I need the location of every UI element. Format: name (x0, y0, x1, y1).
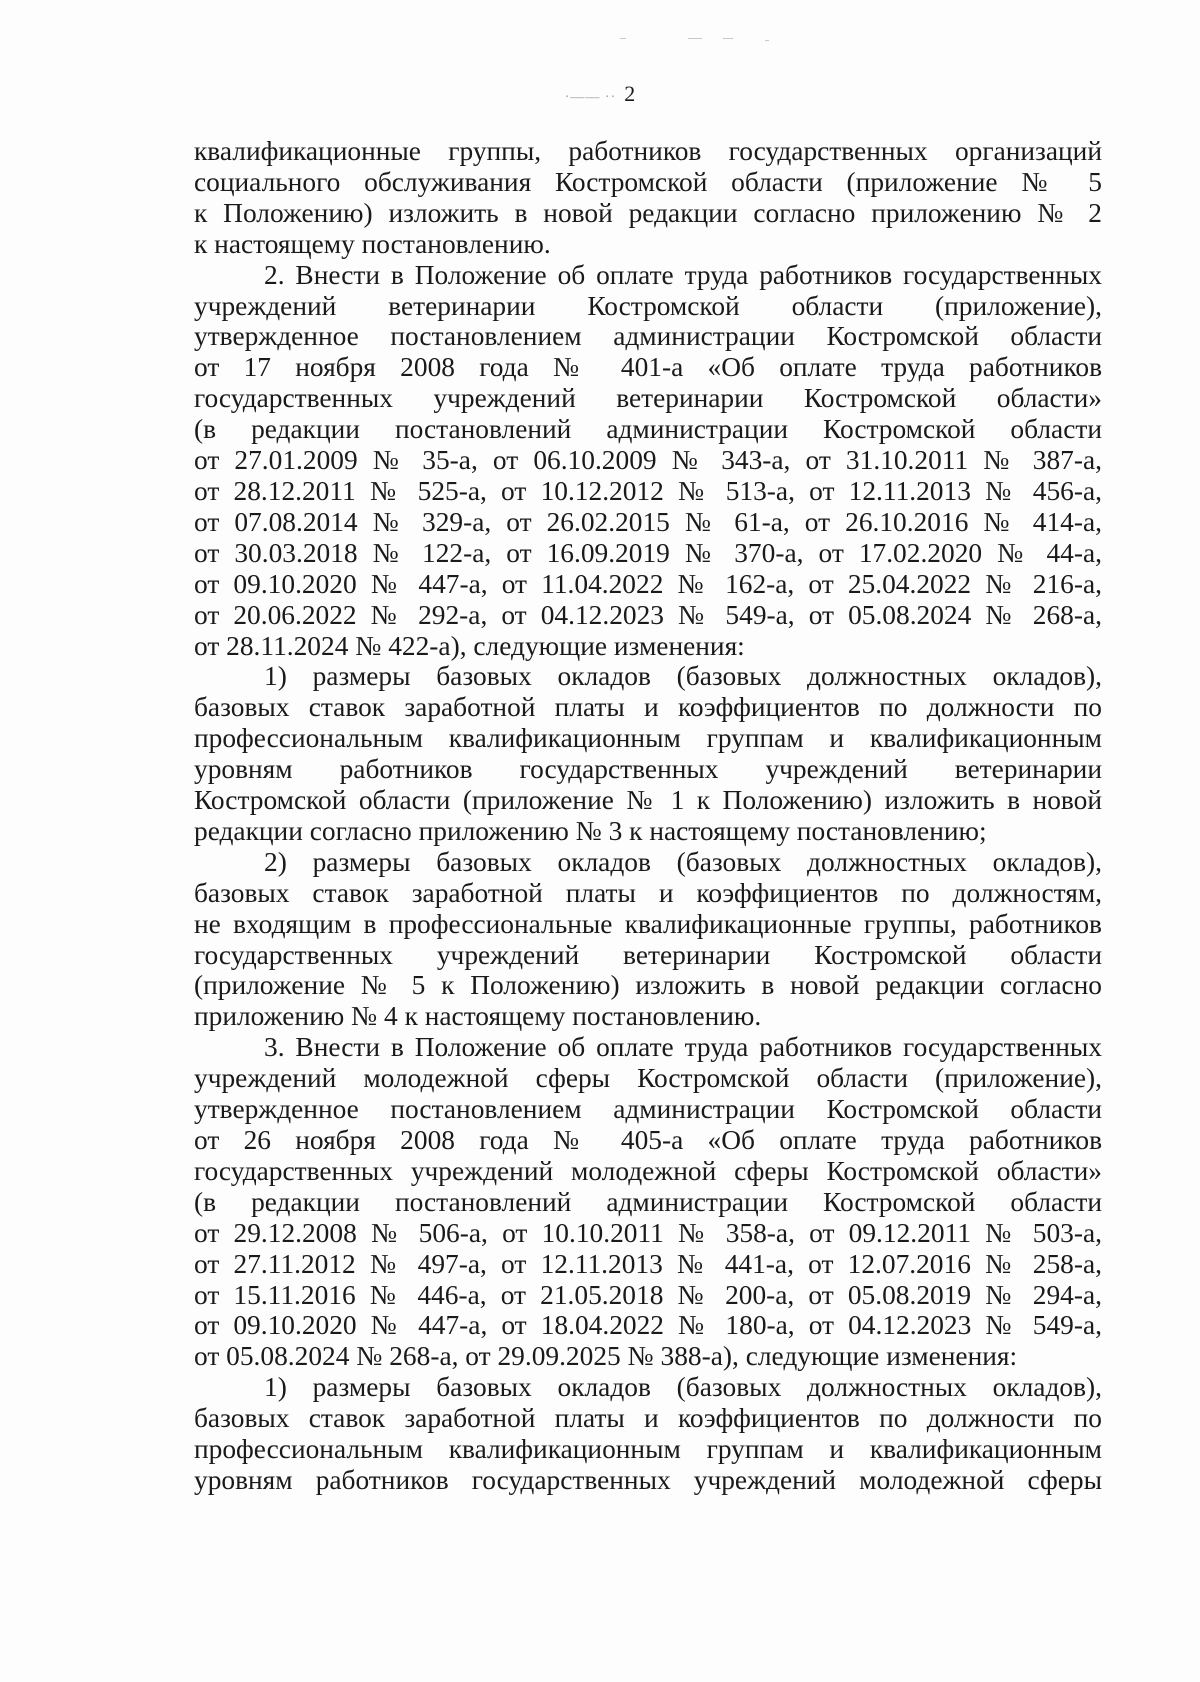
page-number-value: 2 (624, 81, 636, 106)
text-line: 3. Внести в Положение об оплате труда работников государственных (264, 1032, 1102, 1063)
paragraph-subitem-1 (194, 1372, 1102, 1403)
text-line: уровням работников государственных учреждений ветеринарии (194, 754, 1102, 785)
text-line: (в редакции постановлений администрации Костромской области (194, 1186, 1102, 1217)
scan-speck (620, 38, 626, 39)
text-line-row (194, 1218, 1102, 1249)
page-number-prefix: ·—— ·· (564, 90, 617, 105)
text-line: от 09.10.2020 № 447-а, от 11.04.2022 № 162-а, от 25.04.2022 № 216-а, (194, 568, 1102, 599)
text-line-row (194, 1125, 1102, 1156)
text-line-row (194, 1403, 1102, 1434)
text-line-row (194, 692, 1102, 723)
text-line: государственных учреждений ветеринарии Костромской области (194, 939, 1102, 970)
text-line-row (194, 321, 1102, 352)
text-line: от 29.12.2008 № 506-а, от 10.10.2011 № 358-а, от 09.12.2011 № 503-а, (194, 1217, 1102, 1248)
text-line: от 17 ноября 2008 года № 401-а «Об оплате труда работников (194, 352, 1102, 383)
text-line: (приложение № 5 к Положению) изложить в новой редакции согласно (194, 970, 1102, 1001)
text-line-row (194, 167, 1102, 198)
text-line-row (194, 383, 1102, 414)
text-line-row (194, 414, 1102, 445)
text-line: государственных учреждений ветеринарии Костромской области» (194, 383, 1102, 414)
scan-speck (765, 40, 769, 41)
text-line-row (194, 291, 1102, 322)
text-line-row (194, 816, 1102, 847)
text-line: профессиональным квалификационным группам и квалификационным (194, 723, 1102, 754)
text-line-row (194, 1280, 1102, 1311)
text-line: утвержденное постановлением администрации Костромской области (194, 1094, 1102, 1125)
paragraph-item-3 (194, 1032, 1102, 1063)
text-line: от 27.01.2009 № 35-а, от 06.10.2009 № 343-а, от 31.10.2011 № 387-а, (194, 445, 1102, 476)
page-number (0, 81, 1200, 107)
text-line: профессиональным квалификационным группам и квалификационным (194, 1434, 1102, 1465)
text-line: утвержденное постановлением администрации Костромской области (194, 321, 1102, 352)
text-line: не входящим в профессиональные квалификационные группы, работников (194, 908, 1102, 939)
text-line: от 26 ноября 2008 года № 405-а «Об оплате труда работников (194, 1125, 1102, 1155)
text-line: 1) размеры базовых окладов (базовых должностных окладов), (264, 1372, 1102, 1403)
text-line-row (194, 1187, 1102, 1218)
text-line-row (194, 754, 1102, 785)
text-line: от 20.06.2022 № 292-а, от 04.12.2023 № 549-а, от 05.08.2024 № 268-а, (194, 599, 1102, 630)
text-line-row (194, 970, 1102, 1001)
text-line-row (194, 878, 1102, 909)
text-line: приложению № 4 к настоящему постановлению. (194, 1001, 762, 1032)
paragraph-subitem-2 (194, 847, 1102, 878)
text-line: уровням работников государственных учреждений молодежной сферы (194, 1464, 1102, 1495)
text-line: от 27.11.2012 № 497-а, от 12.11.2013 № 441-а, от 12.07.2016 № 258-а, (194, 1248, 1102, 1279)
text-line-row (194, 723, 1102, 754)
text-line: учреждений ветеринарии Костромской области (приложение), (194, 290, 1102, 321)
text-line-row (194, 229, 1102, 260)
text-line: 2) размеры базовых окладов (базовых должностных окладов), (264, 846, 1102, 877)
text-line-row (194, 198, 1102, 229)
text-line-row (194, 1465, 1102, 1496)
text-line: государственных учреждений молодежной сферы Костромской области» (194, 1155, 1102, 1186)
scan-speck (688, 38, 702, 39)
text-line: (в редакции постановлений администрации Костромской области (194, 414, 1102, 445)
paragraph-continuation (194, 136, 1102, 167)
text-line: от 30.03.2018 № 122-а, от 16.09.2019 № 370-а, от 17.02.2020 № 44-а, (194, 537, 1102, 568)
paragraph-item-2 (194, 260, 1102, 291)
paragraph-subitem-1 (194, 661, 1102, 692)
text-line: учреждений молодежной сферы Костромской области (приложение), (194, 1063, 1102, 1094)
text-line-row (194, 909, 1102, 940)
text-line: базовых ставок заработной платы и коэффициентов по должности по (194, 1403, 1102, 1434)
scan-speck (723, 38, 733, 39)
text-line-row (194, 352, 1102, 383)
text-line: от 09.10.2020 № 447-а, от 18.04.2022 № 180-а, от 04.12.2023 № 549-а, (194, 1310, 1102, 1341)
text-line-row (194, 1249, 1102, 1280)
text-line: редакции согласно приложению № 3 к настоящему постановлению; (194, 815, 987, 846)
text-line: к настоящему постановлению. (194, 228, 551, 259)
text-line-row (194, 569, 1102, 600)
text-line-row (194, 476, 1102, 507)
text-line-row (194, 1156, 1102, 1187)
text-line: квалификационные группы, работников государственных организаций (194, 136, 1102, 166)
text-line: социального обслуживания Костромской области (приложение № 5 (194, 166, 1102, 197)
text-line: базовых ставок заработной платы и коэффициентов по должности по (194, 692, 1102, 723)
text-line: к Положению) изложить в новой редакции согласно приложению № 2 (194, 197, 1102, 228)
text-line: от 28.12.2011 № 525-а, от 10.12.2012 № 513-а, от 12.11.2013 № 456-а, (194, 475, 1102, 506)
text-line: Костромской области (приложение № 1 к Положению) изложить в новой (194, 785, 1102, 816)
text-line-row (194, 1001, 1102, 1032)
text-line-row (194, 507, 1102, 538)
text-line-row (194, 785, 1102, 816)
text-line: базовых ставок заработной платы и коэффициентов по должностям, (194, 877, 1102, 908)
text-line-row (194, 1310, 1102, 1341)
text-line: от 15.11.2016 № 446-а, от 21.05.2018 № 200-а, от 05.08.2019 № 294-а, (194, 1279, 1102, 1310)
text-line: 2. Внести в Положение об оплате труда работников государственных (264, 259, 1102, 290)
text-line-row (194, 631, 1102, 662)
text-line-row (194, 1434, 1102, 1465)
text-line-row (194, 445, 1102, 476)
text-line: от 28.11.2024 № 422-а), следующие изменения: (194, 630, 745, 661)
text-line-row (194, 1063, 1102, 1094)
text-line-row (194, 1094, 1102, 1125)
text-line-row (194, 538, 1102, 569)
text-line-row (194, 940, 1102, 971)
text-line-row (194, 1341, 1102, 1372)
text-line: от 05.08.2024 № 268-а, от 29.09.2025 № 388-а), следующие изменения: (194, 1341, 1018, 1372)
text-line: от 07.08.2014 № 329-а, от 26.02.2015 № 61-а, от 26.10.2016 № 414-а, (194, 506, 1102, 537)
text-line: 1) размеры базовых окладов (базовых должностных окладов), (264, 661, 1102, 692)
document-body (194, 136, 1102, 1496)
text-line-row (194, 600, 1102, 631)
